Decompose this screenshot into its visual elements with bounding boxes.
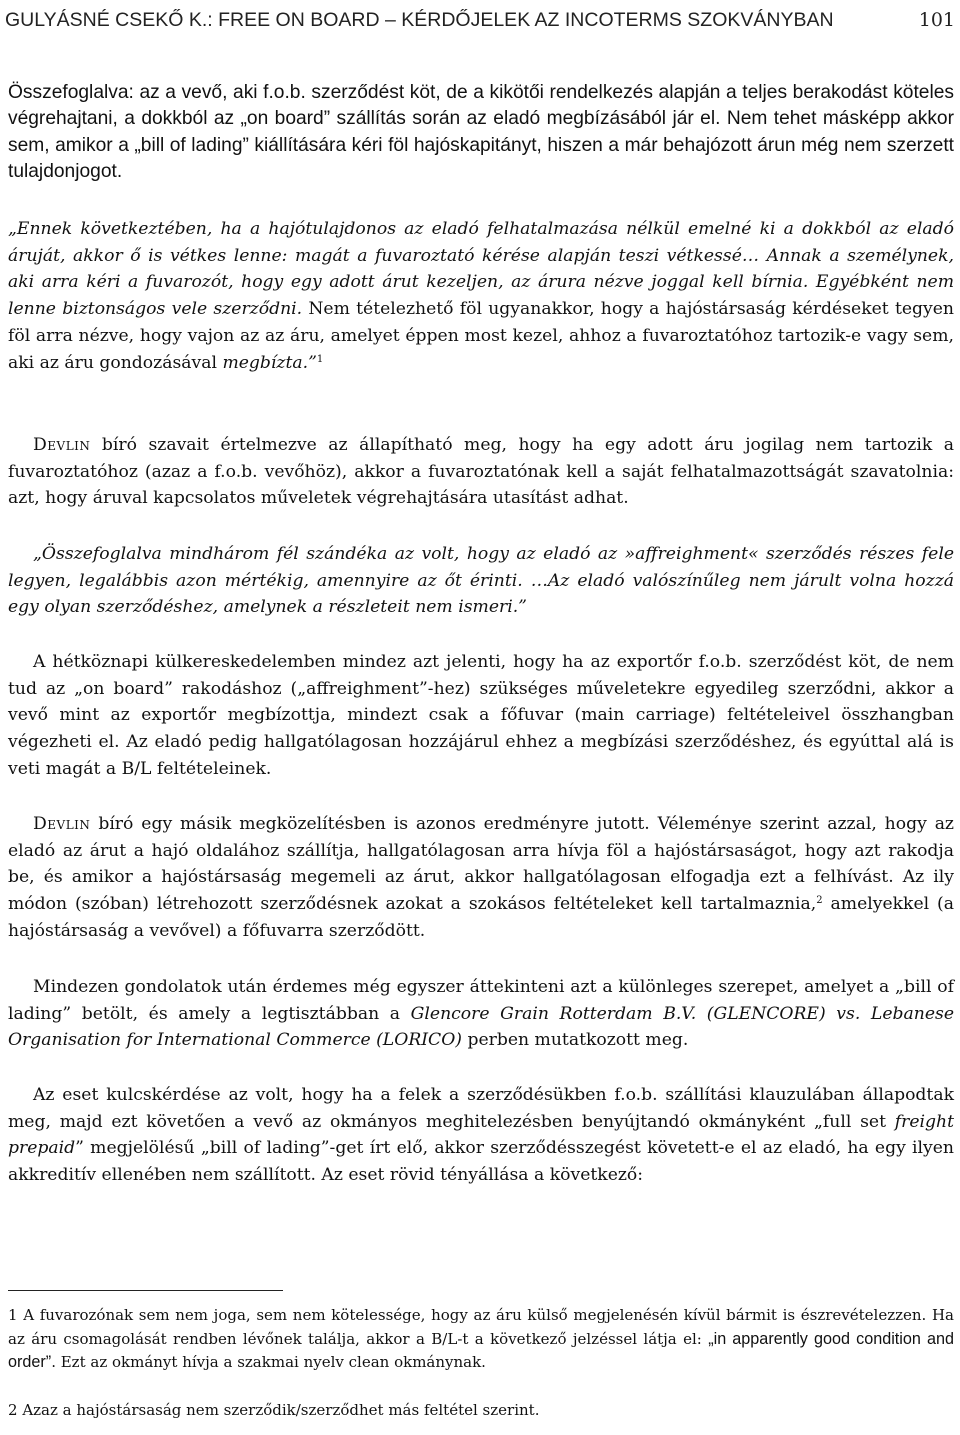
quote-text: megbízta.” bbox=[222, 352, 317, 373]
paragraph-everyday-trade bbox=[8, 649, 954, 783]
paragraph-text: A hétköznapi külkereskedelemben mindez azt jelenti, hogy ha az exportőr f.o.b. szerződést köt, de nem tud az „on board” rakodáshoz („affreighment”-hez) szükséges műveletekre egyedileg szerződni, akkor a vevő mint az exportőr megbízottja, mindezt csak a főfuvar (main carriage) feltételeivel összhangban végezheti el. Az eladó pedig hallgatólagosan hozzájárul ehhez a megbízási szerződéshez, és egyúttal alá is veti magát a B/L feltételeinek. bbox=[8, 652, 954, 779]
footnote-ref-1: 1 bbox=[316, 353, 324, 365]
footnote-ref-2: 2 bbox=[816, 895, 823, 907]
running-header bbox=[5, 3, 955, 37]
paragraph-quote-devlin bbox=[8, 216, 954, 376]
footnote-number: 1 bbox=[8, 1306, 18, 1324]
footnote-separator bbox=[8, 1290, 283, 1291]
footnote-text: Azaz a hajóstársaság nem szerződik/szerződhet más feltétel szerint. bbox=[17, 1401, 540, 1419]
paragraph-key-question bbox=[8, 1082, 954, 1189]
paragraph-text: Az eset kulcskérdése az volt, hogy ha a felek a szerződésükben f.o.b. szállítási klauzulában állapodtak meg, majd ezt követően a vevő az okmányos meghitelezésben benyújtandó okmányként „full set bbox=[8, 1085, 954, 1132]
paragraph-text: Nem tételezhető föl ugyanakkor, hogy a hajóstársaság kérdéseket tegyen föl arra nézve, hogy vajon az az áru, amelyet éppen most kezel, ahhoz a fuvaroztatóhoz tartozik-e vagy sem, aki az áru gondozásával bbox=[8, 299, 954, 373]
footnote-quote: „in apparently good condition and order” bbox=[8, 1329, 955, 1372]
case-name: Glencore Grain Rotterdam B.V. (GLENCORE) vs. Lebanese Organisation for International Commerce (LORICO) bbox=[8, 1003, 954, 1051]
quote-text: „Összefoglalva mindhárom fél szándéka az volt, hogy az eladó az »affreighment« szerződés részes fele legyen, legalábbis azon mértékig, amennyire az őt érinti. …Az eladó valószínűleg nem járult volna hozzá egy olyan szerződéshez, amelynek a részleteit nem ismeri.” bbox=[8, 544, 954, 618]
paragraph-text: ” megjelölésű „bill of lading”-get írt elő, akkor szerződésszegést követett-e el az eladó, ha egy ilyen akkreditív ellenében nem szállított. Az eset rövid tényállása a következő: bbox=[8, 1138, 954, 1186]
paragraph-text: bíró egy másik megközelítésben is azonos eredményre jutott. Véleménye szerint azzal, hogy az eladó az árut a hajó oldalához szállítja, hallgatólagosan arra hívja föl a hajóstársaságot, hogy azt rakodja be, és amikor a hajóstársaság megemeli az árut, akkor hallgatólagosan elfogadja ezt a felhívást. Az ily módon (szóban) létrehozott szerződésnek azokat a szokásos feltételeket kell tartalmaznia, bbox=[8, 814, 954, 915]
paragraph-quote-intent bbox=[8, 541, 954, 621]
paragraph-glencore-case bbox=[8, 974, 954, 1054]
paragraph-text: Mindezen gondolatok után érdemes még egyszer áttekinteni azt a különleges szerepet, amelyet a „bill of lading” betölt, és amely a legtisztábban a bbox=[8, 977, 954, 1024]
footnote-number: 2 bbox=[8, 1401, 18, 1419]
paragraph-text: perben mutatkozott meg. bbox=[462, 1030, 689, 1051]
paragraph-text: bíró szavait értelmezve az állapítható meg, hogy ha egy adott áru jogilag nem tartozik a fuvaroztatóhoz (azaz a f.o.b. vevőhöz), akkor a fuvaroztatónak kell a saját felhatalmazottságát szavatolnia: azt, hogy áruval kapcsolatos műveletek végrehajtására utasítást adhat. bbox=[8, 435, 954, 509]
running-title: GULYÁSNÉ CSEKŐ K.: FREE ON BOARD – KÉRDŐJELEK AZ INCOTERMS SZOKVÁNYBAN bbox=[5, 8, 834, 31]
paragraph-text: Összefoglalva: az a vevő, aki f.o.b. szerződést köt, de a kikötői rendelkezés alapján a teljes berakodást köteles végrehajtani, a dokkból az „on board” szállítás során az eladó megbízásából jár el. Nem tehet másképp akkor sem, amikor a „bill of lading” kiállítására kéri föl hajóskapitányt, hiszen a már behajózott árun még nem szerzett tulajdonjogot. bbox=[8, 82, 954, 183]
paragraph-devlin-interpretation bbox=[8, 432, 954, 512]
italic-term: freight prepaid bbox=[8, 1111, 954, 1159]
paragraph-devlin-alternative bbox=[8, 811, 954, 945]
footnote-text: . Ezt az okmányt hívja a szakmai nyelv clean okmánynak. bbox=[51, 1353, 486, 1372]
paragraph-summary bbox=[8, 80, 954, 186]
footnote-1 bbox=[8, 1304, 954, 1375]
judge-name: Devlin bbox=[33, 814, 91, 834]
judge-name: Devlin bbox=[33, 435, 91, 455]
paragraph-text: amelyekkel (a hajóstársaság a vevővel) a főfuvarra szerződött. bbox=[8, 894, 954, 941]
footnote-2 bbox=[8, 1399, 954, 1423]
footnote-text: A fuvarozónak sem nem joga, sem nem kötelessége, hogy az áru külső megjelenésén kívül bármit is észrevételezzen. Ha az áru csomagolását rendben lévőnek találja, akkor a B/L-t a következő jelzéssel látja el: bbox=[8, 1306, 954, 1348]
quote-text: „Ennek következtében, ha a hajótulajdonos az eladó felhatalmazása nélkül emelné ki a dokkból az eladó áruját, akkor ő is vétkes lenne: magát a fuvaroztató kérése alapján teszi vétkessé… Annak a személynek, aki arra kéri a fuvarozót, hogy egy adott árut kezeljen, az árura nézve joggal kell bírnia. Egyébként nem lenne biztonságos vele szerződni. bbox=[8, 219, 954, 320]
page-number: 101 bbox=[918, 9, 955, 31]
